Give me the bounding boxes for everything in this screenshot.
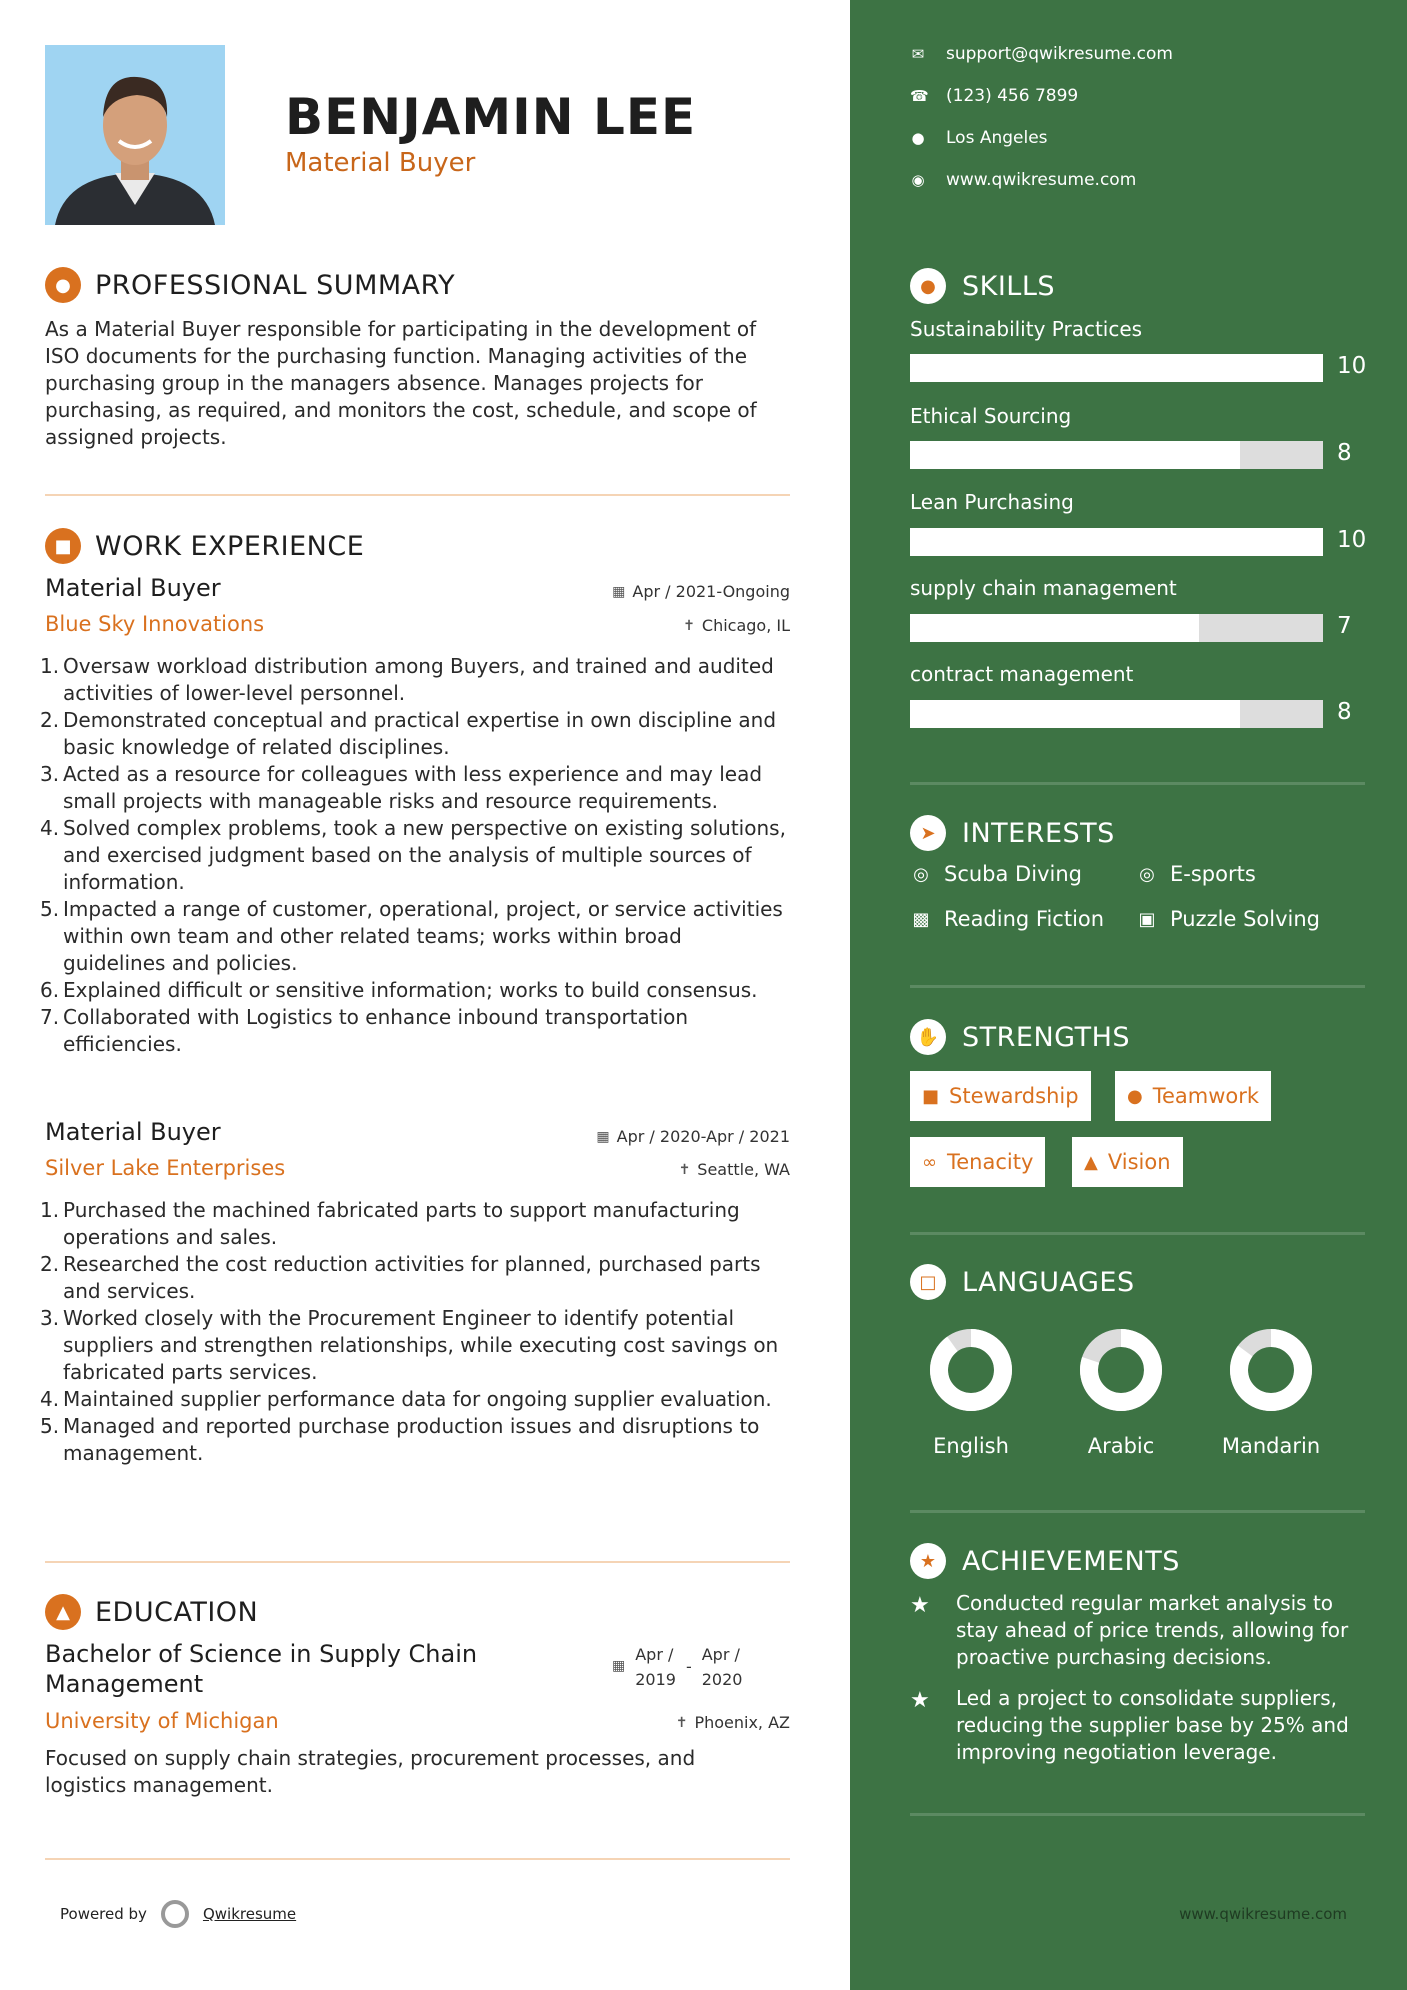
pin-icon: ✝ xyxy=(683,617,695,634)
paper-plane-icon: ➤ xyxy=(910,815,946,851)
fist-icon: ✋ xyxy=(910,1019,946,1055)
skill-bar xyxy=(910,700,1323,728)
interest-item: ◎ Scuba Diving xyxy=(910,862,1082,886)
job-bullets xyxy=(40,653,790,1058)
interest-item: ▣ Puzzle Solving xyxy=(1136,907,1320,931)
briefcase-icon: ■ xyxy=(45,528,81,564)
skill-value: 10 xyxy=(1337,353,1367,379)
summary-title: PROFESSIONAL SUMMARY xyxy=(95,269,456,301)
shooting-star-icon: ★ xyxy=(910,1593,930,1618)
skill-name: supply chain management xyxy=(910,576,1177,600)
pin-icon: ✝ xyxy=(675,1714,688,1731)
job-location-text: Chicago, IL xyxy=(701,616,790,635)
experience-section-header xyxy=(45,528,364,564)
interest-item: ◎ E-sports xyxy=(1136,862,1256,886)
divider xyxy=(910,782,1365,785)
list-item: 5. Impacted a range of customer, operational, project, or service activities within own team and other related teams; works within broad guidelines and policies. xyxy=(40,897,783,975)
job-company: Silver Lake Enterprises xyxy=(45,1156,286,1180)
strength-badge: ∞ Tenacity xyxy=(910,1137,1045,1187)
list-item: 5. Managed and reported purchase production issues and disruptions to management. xyxy=(40,1414,760,1465)
contact-location: ● Los Angeles xyxy=(911,128,1048,148)
skill-value: 8 xyxy=(1337,699,1352,725)
achievement-item: ★ Led a project to consolidate suppliers, reducing the supplier base by 25% and improving negotiation leverage. xyxy=(910,1686,1349,1764)
lightbulb-icon: ● xyxy=(910,268,946,304)
job-location xyxy=(683,616,790,635)
education-end: Apr / 2020 xyxy=(701,1645,743,1689)
education-location: ✝ Phoenix, AZ xyxy=(675,1713,790,1732)
skill-bar xyxy=(910,441,1323,469)
strength-badge: ▲ Vision xyxy=(1072,1137,1183,1187)
life-ring-icon: ◎ xyxy=(913,863,929,885)
education-text: Focused on supply chain strategies, procurement processes, and logistics management. xyxy=(45,1746,696,1797)
list-item: 2. Demonstrated conceptual and practical expertise in own discipline and basic knowledge of related disciplines. xyxy=(40,708,777,759)
list-item: 7. Collaborated with Logistics to enhance inbound transportation efficiencies. xyxy=(40,1005,689,1056)
users-icon: ● xyxy=(1127,1085,1143,1107)
language-item xyxy=(916,1328,1026,1458)
calendar-icon: ▦ xyxy=(612,1658,626,1674)
job-location xyxy=(679,1160,790,1179)
life-ring-icon: ◎ xyxy=(1139,863,1155,885)
list-item: 3. Worked closely with the Procurement Engineer to identify potential suppliers and strengthen relationships, while executing cost savings on fabricated parts services. xyxy=(40,1306,779,1384)
footer-website[interactable]: www.qwikresume.com xyxy=(1179,1905,1347,1923)
achievements-section-header xyxy=(910,1543,1180,1579)
job-date-text: Apr / 2020-Apr / 2021 xyxy=(616,1127,790,1146)
qwikresume-logo-icon xyxy=(161,1900,189,1928)
graduation-cap-icon: ▲ xyxy=(45,1594,81,1630)
list-item: 6. Explained difficult or sensitive information; works to build consensus. xyxy=(40,978,758,1002)
job-bullets xyxy=(40,1197,790,1467)
languages-section-header xyxy=(910,1264,1135,1300)
brand-link[interactable]: Qwikresume xyxy=(202,1905,297,1923)
language-item xyxy=(1216,1328,1326,1458)
gamepad-icon: ▩ xyxy=(912,908,930,930)
job-date xyxy=(596,1127,790,1146)
contact-email[interactable]: ✉ support@qwikresume.com xyxy=(911,44,1173,64)
divider xyxy=(910,1232,1365,1235)
experience-title: WORK EXPERIENCE xyxy=(95,530,365,562)
candidate-role: Material Buyer xyxy=(285,148,476,178)
pin-icon: ✝ xyxy=(678,1161,691,1178)
language-item xyxy=(1066,1328,1176,1458)
envelope-icon: ✉ xyxy=(911,45,925,63)
skill-bar-fill xyxy=(910,700,1240,728)
list-item: 3. Acted as a resource for colleagues with less experience and may lead small projects with manageable risks and resource requirements. xyxy=(40,762,763,813)
calendar-icon: ▦ xyxy=(596,1128,610,1145)
language-level-ring xyxy=(1229,1328,1313,1412)
interests-section-header xyxy=(910,815,1115,851)
shooting-star-icon: ★ xyxy=(910,1688,930,1713)
school-name: University of Michigan xyxy=(45,1709,279,1733)
interests-title: INTERESTS xyxy=(962,817,1115,849)
education-dates xyxy=(612,1642,742,1692)
degree-line-1: Bachelor of Science in Supply Chain xyxy=(45,1640,478,1668)
divider xyxy=(45,1858,790,1860)
list-item: 1. Purchased the machined fabricated parts to support manufacturing operations and sales. xyxy=(40,1198,740,1249)
skills-section-header xyxy=(910,268,1055,304)
skills-title: SKILLS xyxy=(962,270,1056,302)
divider xyxy=(910,1510,1365,1513)
education-section-header xyxy=(45,1594,258,1630)
language-name: English xyxy=(933,1434,1009,1458)
globe-icon: ◉ xyxy=(911,171,925,189)
language-level-ring xyxy=(929,1328,1013,1412)
interest-item: ▩ Reading Fiction xyxy=(910,907,1104,931)
date-separator: - xyxy=(685,1657,692,1676)
skill-bar-fill xyxy=(910,614,1199,642)
strength-badge: ■ Stewardship xyxy=(910,1071,1091,1121)
skill-name: Lean Purchasing xyxy=(910,490,1074,514)
languages-title: LANGUAGES xyxy=(962,1266,1135,1298)
language-name: Arabic xyxy=(1087,1434,1155,1458)
skill-name: contract management xyxy=(910,662,1134,686)
footer-powered-by xyxy=(60,1900,296,1928)
summary-text: As a Material Buyer responsible for participating in the development of ISO documents for the purchasing function. Managing activities of the purchasing group in the managers absence. Manages projects for purchasing, as required, and monitors the cost, schedule, and scope of assigned projects. xyxy=(45,317,757,449)
achievement-item: ★ Conducted regular market analysis to stay ahead of price trends, allowing for proactive purchasing decisions. xyxy=(910,1591,1349,1669)
strengths-title: STRENGTHS xyxy=(962,1021,1131,1053)
skill-bar xyxy=(910,354,1323,382)
briefcase-icon: ■ xyxy=(922,1085,940,1107)
education-title: EDUCATION xyxy=(95,1596,259,1628)
list-item: 1. Oversaw workload distribution among Buyers, and trained and audited activities of lower-level personnel. xyxy=(40,654,774,705)
divider xyxy=(45,494,790,496)
language-level-ring xyxy=(1079,1328,1163,1412)
skill-bar xyxy=(910,614,1323,642)
skill-bar xyxy=(910,528,1323,556)
contact-phone[interactable]: ☎ (123) 456 7899 xyxy=(910,86,1079,106)
job-date-text: Apr / 2021-Ongoing xyxy=(632,582,790,601)
achievements-title: ACHIEVEMENTS xyxy=(962,1545,1180,1577)
powered-by-label: Powered by xyxy=(60,1905,147,1923)
list-item: 4. Solved complex problems, took a new perspective on existing solutions, and exercised judgment based on the analysis of multiple sources of information. xyxy=(40,816,786,894)
profile-photo xyxy=(45,45,225,225)
summary-section-header xyxy=(45,267,455,303)
link-icon: ∞ xyxy=(922,1151,937,1173)
divider xyxy=(910,985,1365,988)
candidate-name: BENJAMIN LEE xyxy=(285,88,697,146)
list-item: 2. Researched the cost reduction activities for planned, purchased parts and services. xyxy=(40,1252,761,1303)
skill-name: Sustainability Practices xyxy=(910,317,1143,341)
job-title: Material Buyer xyxy=(45,1118,221,1146)
job-title: Material Buyer xyxy=(45,574,221,602)
strengths-section-header xyxy=(910,1019,1130,1055)
strength-badge: ● Teamwork xyxy=(1115,1071,1271,1121)
skill-bar-fill xyxy=(910,528,1323,556)
book-icon: ▣ xyxy=(1138,908,1156,930)
skill-value: 7 xyxy=(1337,613,1352,639)
job-location-text: Seattle, WA xyxy=(697,1160,790,1179)
calendar-icon: ▦ xyxy=(612,583,626,600)
contact-website[interactable]: ◉ www.qwikresume.com xyxy=(911,170,1137,190)
skill-bar-fill xyxy=(910,441,1240,469)
language-name: Mandarin xyxy=(1221,1434,1321,1458)
list-item: 4. Maintained supplier performance data for ongoing supplier evaluation. xyxy=(40,1387,772,1411)
skill-name: Ethical Sourcing xyxy=(910,404,1072,428)
job-company: Blue Sky Innovations xyxy=(45,612,265,636)
skill-bar-fill xyxy=(910,354,1323,382)
user-icon: ● xyxy=(45,267,81,303)
map-pin-icon: ● xyxy=(911,129,925,147)
degree-line-2: Management xyxy=(45,1670,204,1698)
divider xyxy=(910,1813,1365,1816)
divider xyxy=(45,1561,790,1563)
binoculars-icon: ▲ xyxy=(1084,1151,1098,1173)
skill-value: 8 xyxy=(1337,440,1352,466)
skill-value: 10 xyxy=(1337,527,1367,553)
phone-icon: ☎ xyxy=(910,87,929,105)
star-icon: ★ xyxy=(910,1543,946,1579)
education-start: Apr / 2019 xyxy=(635,1645,676,1689)
language-icon: □ xyxy=(910,1264,946,1300)
job-date xyxy=(612,582,790,601)
